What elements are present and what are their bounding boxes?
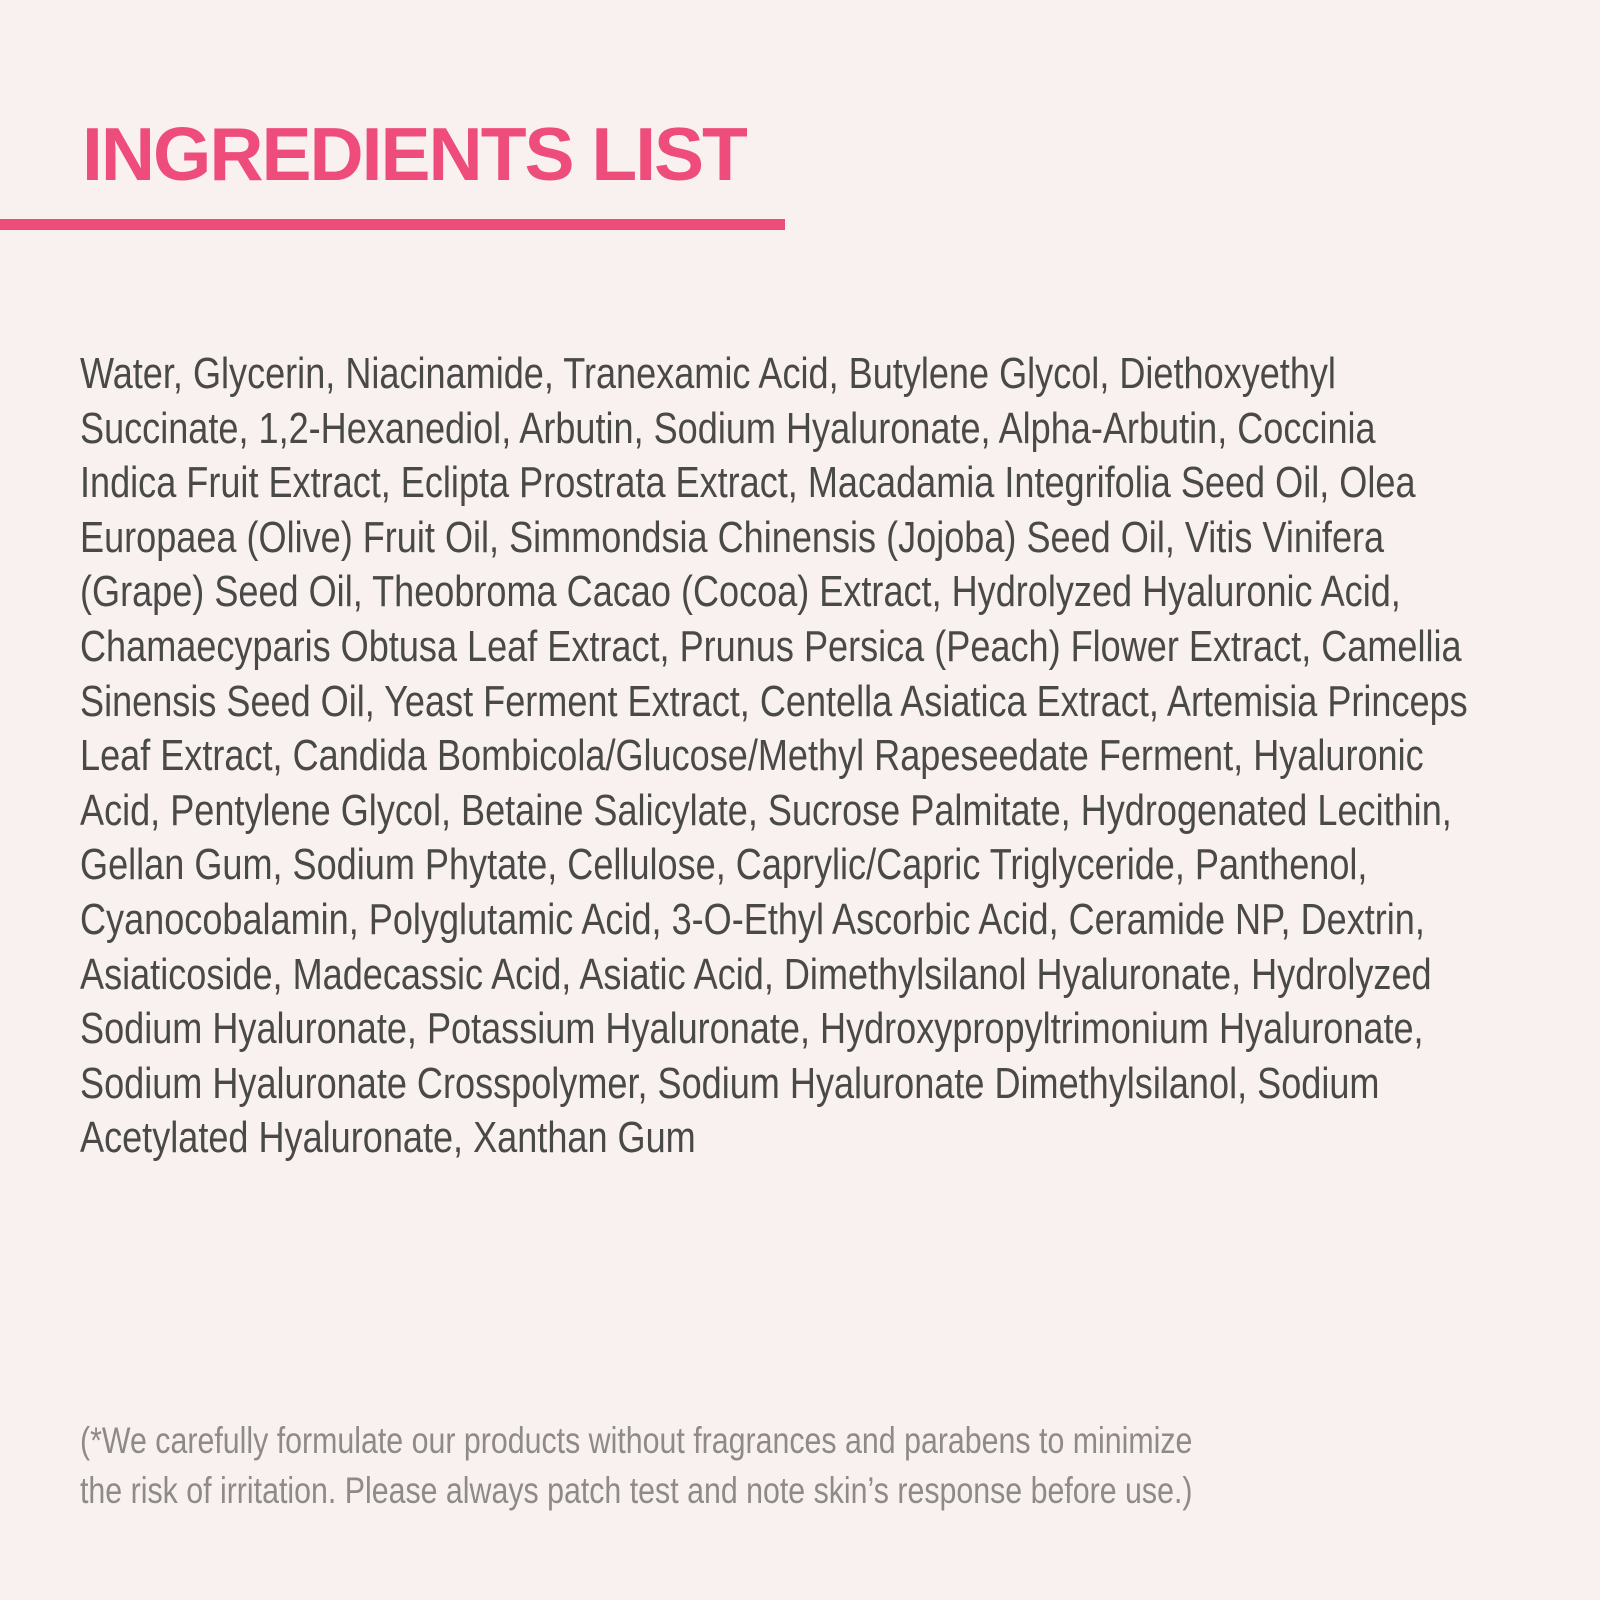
- ingredients-line: Acetylated Hyaluronate, Xanthan Gum: [80, 1113, 696, 1163]
- ingredients-line: Sinensis Seed Oil, Yeast Ferment Extract, Centella Asiatica Extract, Artemisia Princeps: [80, 676, 1468, 726]
- ingredients-line: Asiaticoside, Madecassic Acid, Asiatic Acid, Dimethylsilanol Hyaluronate, Hydrolyzed: [80, 949, 1432, 999]
- ingredients-paragraph: [80, 347, 1468, 1166]
- ingredients-line: Acid, Pentylene Glycol, Betaine Salicylate, Sucrose Palmitate, Hydrogenated Lecithin,: [80, 785, 1452, 835]
- disclaimer-line: (*We carefully formulate our products without fragrances and parabens to minimize: [80, 1420, 1193, 1461]
- title-underline-rule: [0, 219, 785, 230]
- disclaimer-line: the risk of irritation. Please always patch test and note skin’s response before use.): [80, 1470, 1193, 1511]
- ingredients-line: Europaea (Olive) Fruit Oil, Simmondsia Chinensis (Jojoba) Seed Oil, Vitis Vinifera: [80, 512, 1385, 562]
- ingredients-line: Succinate, 1,2-Hexanediol, Arbutin, Sodium Hyaluronate, Alpha-Arbutin, Coccinia: [80, 403, 1376, 453]
- ingredients-line: Leaf Extract, Candida Bombicola/Glucose/Methyl Rapeseedate Ferment, Hyaluronic: [80, 731, 1424, 781]
- page-title: INGREDIENTS LIST: [82, 112, 746, 196]
- ingredients-line: Water, Glycerin, Niacinamide, Tranexamic Acid, Butylene Glycol, Diethoxyethyl: [80, 349, 1336, 398]
- ingredients-line: Gellan Gum, Sodium Phytate, Cellulose, Caprylic/Capric Triglyceride, Panthenol,: [80, 840, 1368, 890]
- ingredients-line: Indica Fruit Extract, Eclipta Prostrata Extract, Macadamia Integrifolia Seed Oil, Olea: [80, 458, 1416, 508]
- ingredients-line: Sodium Hyaluronate, Potassium Hyaluronate, Hydroxypropyltrimonium Hyaluronate,: [80, 1004, 1424, 1054]
- ingredients-line: Sodium Hyaluronate Crosspolymer, Sodium Hyaluronate Dimethylsilanol, Sodium: [80, 1058, 1380, 1108]
- ingredients-line: Cyanocobalamin, Polyglutamic Acid, 3-O-Ethyl Ascorbic Acid, Ceramide NP, Dextrin,: [80, 894, 1425, 944]
- ingredients-line: Chamaecyparis Obtusa Leaf Extract, Prunus Persica (Peach) Flower Extract, Camellia: [80, 621, 1462, 671]
- disclaimer-note: [80, 1416, 1192, 1516]
- ingredients-line: (Grape) Seed Oil, Theobroma Cacao (Cocoa) Extract, Hydrolyzed Hyaluronic Acid,: [80, 567, 1401, 617]
